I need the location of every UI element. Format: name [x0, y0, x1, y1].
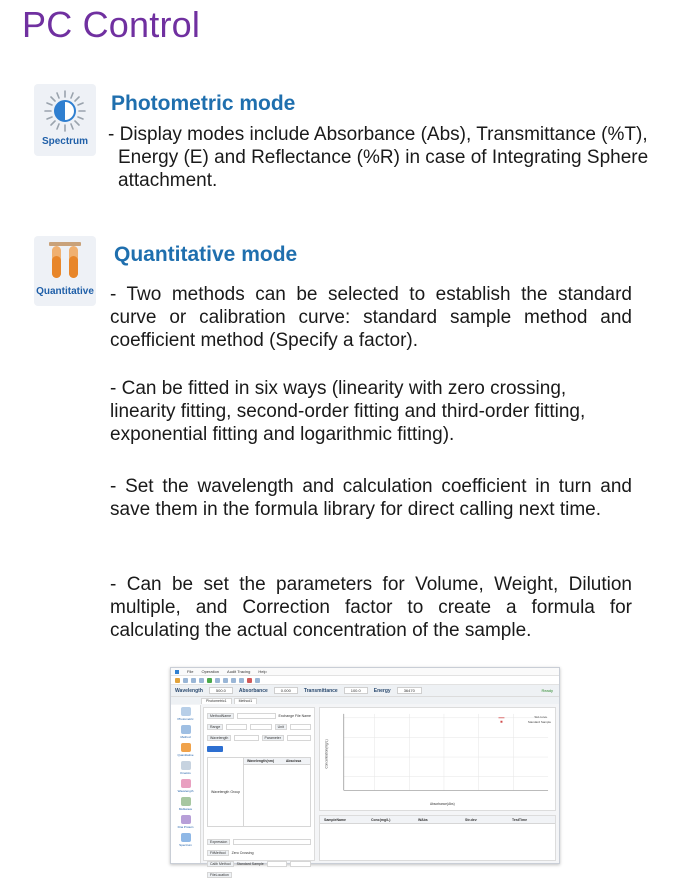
spectrum-small-icon [181, 833, 191, 842]
wavelength-icon [181, 779, 191, 788]
app-logo-icon [175, 670, 179, 674]
quantitative-paragraph-1: - Two methods can be selected to establish the standard curve or calibration curve: standard sample method and coefficient method (Specify a factor). [110, 284, 632, 351]
wavelength-group-label: Wavelength Group [211, 790, 241, 794]
calib-input-b[interactable] [290, 861, 311, 867]
transmittance-value: 100.0 [344, 687, 368, 694]
quantitative-mode-icon [34, 236, 96, 306]
photometric-icon [181, 707, 191, 716]
tab-method1[interactable]: Method1 [234, 698, 258, 704]
photometric-description: - Display modes include Absorbance (Abs), Transmittance (%T), Energy (E) and Reflectance (%R) in case of Integrating Sphere attachment. [108, 124, 649, 191]
unit-select[interactable] [290, 724, 311, 730]
fit-row [207, 848, 311, 857]
sidebar-item-photometric[interactable] [171, 705, 200, 723]
range-max-input[interactable] [250, 724, 271, 730]
calib-row [207, 859, 311, 868]
photometric-heading: Photometric mode [111, 92, 296, 115]
wavelength-table-header [244, 758, 310, 765]
app-sidebar [171, 705, 201, 863]
sample-name-header: SampleName [324, 818, 346, 822]
add-button[interactable] [207, 746, 223, 752]
settings-icon[interactable] [255, 678, 260, 683]
parameter-label: Parameter [262, 735, 284, 741]
dna-protein-icon [181, 815, 191, 824]
zoom-in-icon[interactable] [231, 678, 236, 683]
tab-photometric1[interactable]: Photometric1 [201, 698, 232, 704]
conc-header: Conc(mg/L) [371, 818, 391, 822]
wavelength-group-cell [208, 758, 244, 826]
wavelength-row [207, 733, 311, 742]
sidebar-item-label: Kinetics [180, 771, 191, 775]
calib-method-label: Calib Method [207, 861, 234, 867]
results-table [319, 815, 556, 861]
test-time-header: TestTime [512, 818, 528, 822]
calibration-plot-svg [320, 708, 555, 810]
sidebar-item-wavelength[interactable] [171, 777, 200, 795]
app-toolbar [171, 676, 559, 685]
std-dev-header: Str.dev [465, 818, 477, 822]
quantitative-paragraph-4: - Can be set the parameters for Volume, Weight, Dilution multiple, and Correction factor to create a formula for calculating the actual concentration of the sample. [110, 574, 632, 641]
calib-method-value[interactable]: Standard Sample [236, 861, 264, 866]
quantitative-paragraph-3: - Set the wavelength and calculation coefficient in turn and save them in the formula library for direct calling next time. [110, 476, 632, 520]
transmittance-label: Transmittance [303, 687, 338, 694]
app-body [171, 705, 559, 877]
sidebar-item-label: Method [180, 735, 191, 739]
expression-row [207, 837, 311, 846]
method-form [203, 707, 315, 877]
sidebar-item-label: Dna Protein [177, 825, 194, 829]
add-row [207, 744, 311, 753]
exchange-file-label: Exchange File Name [278, 713, 311, 718]
abscissa-column-header: Abscissa [285, 759, 302, 763]
wavelength-table [207, 757, 311, 827]
page-title: PC Control [22, 4, 201, 45]
wavelength-label: Wavelength [175, 687, 203, 694]
file-location-label: FileLocation [207, 872, 232, 878]
spectrum-icon [42, 88, 88, 134]
energy-value: 36470 [397, 687, 422, 694]
method-icon [181, 725, 191, 734]
wabs-header: WAbs [418, 818, 428, 822]
calib-input-a[interactable] [267, 861, 288, 867]
zoom-out-icon[interactable] [239, 678, 244, 683]
test-tubes-icon [45, 240, 85, 284]
app-readout-bar [171, 685, 559, 697]
fit-method-label: FitMethod [207, 850, 229, 856]
results-table-header [320, 816, 555, 824]
open-icon[interactable] [183, 678, 188, 683]
sidebar-item-quantitative[interactable] [171, 741, 200, 759]
peak-icon[interactable] [247, 678, 252, 683]
zero-icon[interactable] [223, 678, 228, 683]
quantitative-heading: Quantitative mode [114, 243, 298, 266]
kinetics-icon [181, 761, 191, 770]
sidebar-item-spectrum[interactable] [171, 831, 200, 849]
energy-label: Energy [373, 687, 391, 694]
method-name-label: MethodName [207, 713, 234, 719]
wavelength-value: 500.0 [209, 687, 233, 694]
method-row [207, 711, 311, 720]
sidebar-item-kinetics[interactable] [171, 759, 200, 777]
plot-legend-sample: Standard Sample [527, 720, 551, 724]
status-badge: Ready [541, 688, 553, 693]
unit-label: Unit [275, 724, 287, 730]
fit-method-value[interactable]: Zero Crossing [231, 850, 254, 855]
spectrum-mode-icon [34, 84, 96, 156]
quantitative-icon [181, 743, 191, 752]
quantitative-paragraph-2: - Can be fitted in six ways (linearity with zero crossing, linearity fitting, second-order fitting and third-order fitting, exponential fitting and logarithmic fitting). [110, 378, 586, 445]
multiwave-icon [181, 797, 191, 806]
sidebar-item-label: Photometric [177, 717, 194, 721]
menu-audit-tracing[interactable]: Audit Tracing [227, 669, 251, 674]
sidebar-item-method[interactable] [171, 723, 200, 741]
software-screenshot [170, 667, 560, 877]
range-label: Range [207, 724, 223, 730]
menu-operation[interactable]: Operation [201, 669, 220, 674]
app-menubar [171, 668, 559, 676]
baseline-icon[interactable] [215, 678, 220, 683]
print-icon[interactable] [199, 678, 204, 683]
sidebar-item-label: Spectrum [179, 843, 192, 847]
start-icon[interactable] [207, 678, 212, 683]
menu-file[interactable]: File [187, 669, 194, 674]
sidebar-item-label: Multiwave [178, 807, 193, 811]
plot-x-label: Absorbance(Abs) [430, 802, 455, 806]
sidebar-item-dna-protein[interactable] [171, 813, 200, 831]
absorbance-label: Absorbance [238, 687, 268, 694]
wavelength-field-label: Wavelength [207, 735, 231, 741]
range-min-input[interactable] [226, 724, 247, 730]
menu-help[interactable]: Help [258, 669, 267, 674]
sidebar-item-multiwave[interactable] [171, 795, 200, 813]
sidebar-item-label: Quantitative [177, 753, 194, 757]
expression-input[interactable] [233, 839, 311, 845]
file-row [207, 870, 311, 879]
expression-label: Expression [207, 839, 230, 845]
absorbance-value: 0.000 [274, 687, 298, 694]
wavelength-input[interactable] [234, 735, 258, 741]
spectrum-icon-label: Spectrum [41, 136, 89, 147]
wavelength-column-header: Wavelength(nm) [246, 759, 275, 763]
save-icon[interactable] [191, 678, 196, 683]
range-row [207, 722, 311, 731]
new-icon[interactable] [175, 678, 180, 683]
method-name-input[interactable] [237, 713, 275, 719]
app-tabs [171, 697, 559, 704]
plot-legend-curve: Std curve [534, 715, 547, 719]
parameter-input[interactable] [287, 735, 311, 741]
quantitative-icon-label: Quantitative [36, 286, 94, 297]
calibration-plot [319, 707, 556, 811]
sidebar-item-label: Wavelength [177, 789, 194, 793]
plot-y-label: Concentration(mg/L) [324, 739, 329, 769]
